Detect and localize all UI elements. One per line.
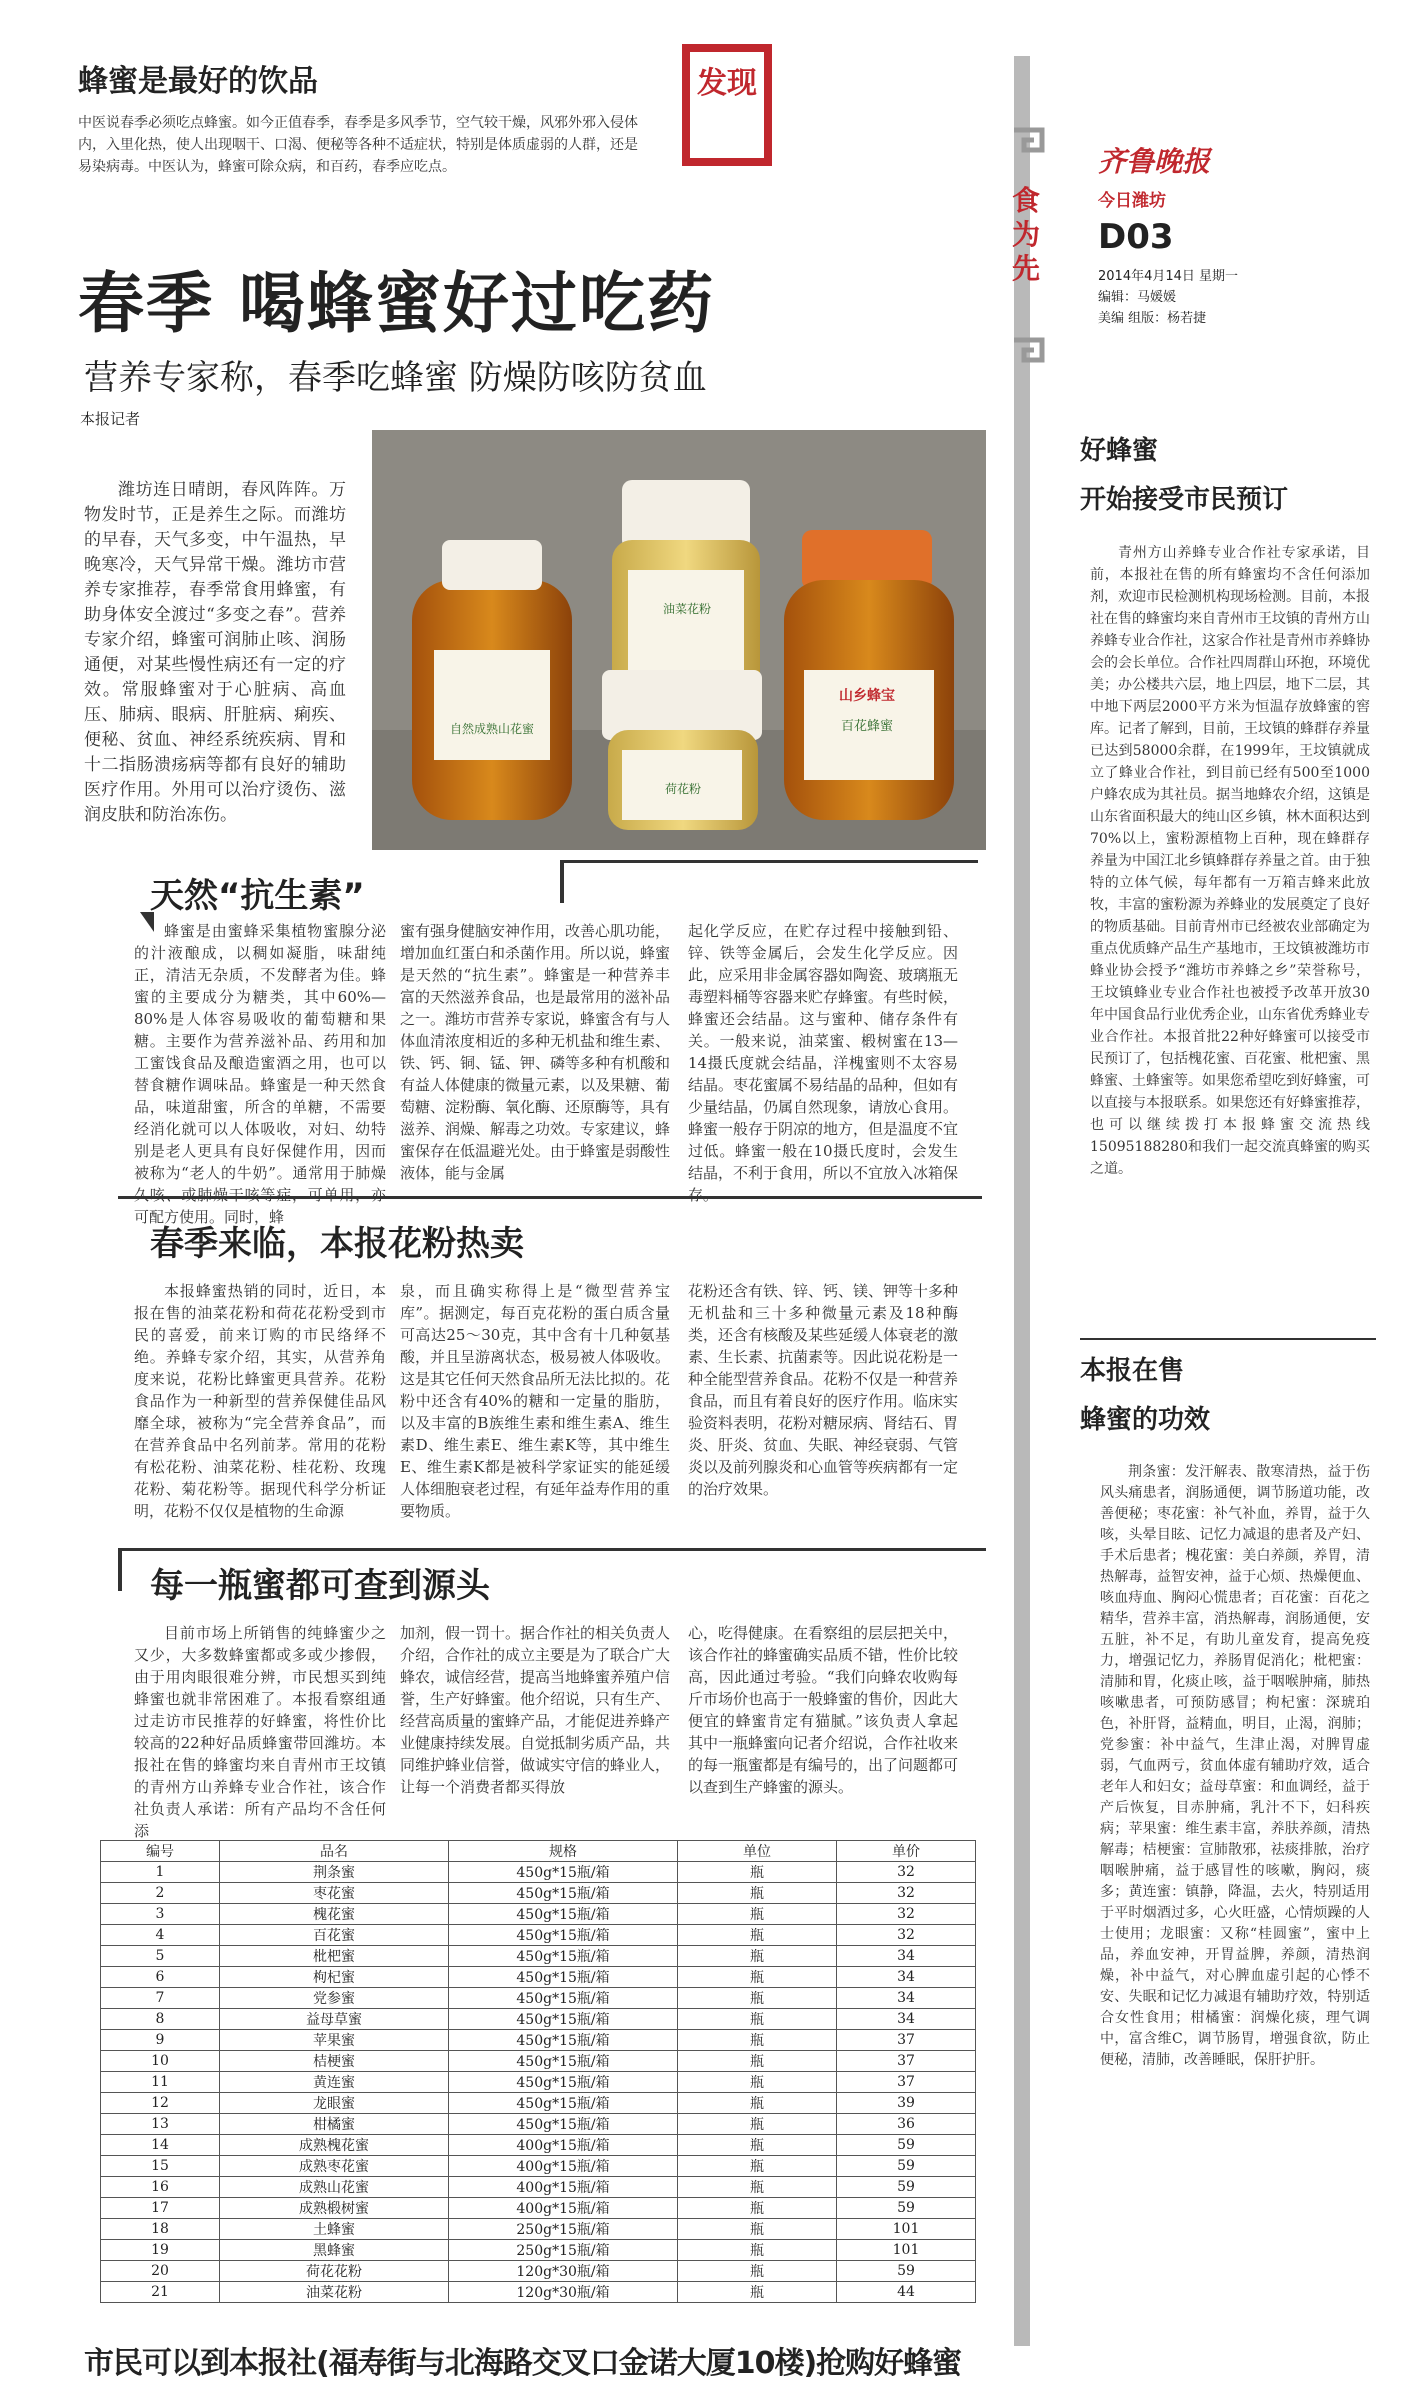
cell-price: 34	[837, 1946, 976, 1967]
discover-badge	[682, 44, 772, 166]
cell-price: 32	[837, 1925, 976, 1946]
col-header-id: 编号	[101, 1841, 220, 1862]
cell-spec: 450g*15瓶/箱	[449, 1925, 678, 1946]
cell-spec: 400g*15瓶/箱	[449, 2198, 678, 2219]
table-row	[101, 2219, 976, 2240]
cell-price: 101	[837, 2240, 976, 2261]
jar-label-center-top: 油菜花粉	[662, 602, 711, 616]
cell-name: 成熟椴树蜜	[220, 2198, 449, 2219]
table-row	[101, 2093, 976, 2114]
table-row	[101, 2051, 976, 2072]
section2-col3: 花粉还含有铁、锌、钙、镁、钾等十多种无机盐和三十多种微量元素及18种酶类，还含有核酸及某些延缓人体衰老的激素、生长素、抗菌素等。因此说花粉是一种全能型营养食品。花粉不仅是一种营养食品，而且有着良好的医疗作用。临床实验资料表明，花粉对糖尿病、肾结石、胃炎、肝炎、贫血、失眠、神经衰弱、气管炎以及前列腺炎和心血管等疾病都有一定的治疗效果。	[688, 1282, 959, 1498]
right-box1-title2: 开始接受市民预订	[1080, 485, 1289, 515]
section3-col1: 目前市场上所销售的纯蜂蜜少之又少，大多数蜂蜜都或多或少掺假，由于用肉眼很难分辨，市民想买到纯蜂蜜也就非常困难了。本报看察组通过走访市民推荐的好蜂蜜，将性价比较高的22种好品质蜂蜜带回潍坊。本报社在售的蜂蜜均来自青州市王坟镇的青州方山养蜂专业合作社，该合作社负责人承诺：所有产品均不含任何添	[134, 1624, 386, 1840]
cell-price: 59	[837, 2135, 976, 2156]
cell-unit: 瓶	[678, 2009, 837, 2030]
main-headline: 春季 喝蜂蜜好过吃药	[78, 265, 715, 342]
cell-price: 36	[837, 2114, 976, 2135]
section1-title: 天然“抗生素”	[150, 876, 365, 916]
table-row	[101, 2282, 976, 2303]
cell-spec: 450g*15瓶/箱	[449, 2093, 678, 2114]
cell-id: 14	[101, 2135, 220, 2156]
footer-banner: 市民可以到本报社(福寿街与北海路交叉口金诺大厦10楼)抢购好蜂蜜	[84, 2346, 962, 2381]
cell-price: 37	[837, 2030, 976, 2051]
right-divider	[1080, 1338, 1376, 1340]
top-brief-title: 蜂蜜是最好的饮品	[78, 64, 318, 99]
cell-name: 黄连蜜	[220, 2072, 449, 2093]
cell-unit: 瓶	[678, 2093, 837, 2114]
section3-col2: 加剂，假一罚十。据合作社的相关负责人介绍，合作社的成立主要是为了联合广大蜂农，诚信经营，提高当地蜂蜜养殖户信誉，生产好蜂蜜。他介绍说，只有生产、经营高质量的蜜蜂产品，才能促进养蜂产业健康持续发展。自觉抵制劣质产品，共同维护蜂业信誉，做诚实守信的蜂业人，让每一个消费者都买得放	[400, 1624, 671, 1796]
cell-spec: 450g*15瓶/箱	[449, 2114, 678, 2135]
cell-name: 益母草蜜	[220, 2009, 449, 2030]
table-row	[101, 2135, 976, 2156]
cell-name: 槐花蜜	[220, 1904, 449, 1925]
cell-unit: 瓶	[678, 1883, 837, 1904]
honey-photo	[372, 430, 986, 850]
grey-strip	[1014, 56, 1030, 2346]
cell-name: 党参蜜	[220, 1988, 449, 2009]
cell-id: 10	[101, 2051, 220, 2072]
cell-id: 7	[101, 1988, 220, 2009]
cell-spec: 450g*15瓶/箱	[449, 1988, 678, 2009]
cell-name: 龙眼蜜	[220, 2093, 449, 2114]
cell-name: 桔梗蜜	[220, 2051, 449, 2072]
cell-unit: 瓶	[678, 1925, 837, 1946]
cell-name: 柑橘蜜	[220, 2114, 449, 2135]
right-box1	[1080, 430, 1370, 1180]
col-header-price: 单价	[837, 1841, 976, 1862]
cell-id: 2	[101, 1883, 220, 1904]
page-number: D03	[1098, 217, 1174, 257]
cell-name: 枸杞蜜	[220, 1967, 449, 1988]
table-row	[101, 2177, 976, 2198]
cell-id: 20	[101, 2261, 220, 2282]
cell-price: 39	[837, 2093, 976, 2114]
cell-id: 9	[101, 2030, 220, 2051]
cell-price: 59	[837, 2198, 976, 2219]
cell-id: 21	[101, 2282, 220, 2303]
cell-price: 101	[837, 2219, 976, 2240]
cell-name: 荷花花粉	[220, 2261, 449, 2282]
section3-col3: 心，吃得健康。在看察组的层层把关中，该合作社的蜂蜜确实品质不错，性价比较高，因此通过考验。“我们向蜂农收购每斤市场价也高于一般蜂蜜的售价，因此大便宜的蜂蜜肯定有猫腻。”该负责人拿起其中一瓶蜂蜜向记者介绍说，合作社收来的每一瓶蜜都是有编号的，出了问题都可以查到生产蜂蜜的源头。	[688, 1624, 959, 1796]
section1-col3: 起化学反应，在贮存过程中接触到铅、锌、铁等金属后，会发生化学反应。因此，应采用非金属容器如陶瓷、玻璃瓶无毒塑料桶等容器来贮存蜂蜜。有些时候，蜂蜜还会结晶。这与蜜种、储存条件有关。一般来说，油菜蜜、椴树蜜在13—14摄氏度就会结晶，洋槐蜜则不太容易结晶。枣花蜜属不易结晶的品种，但如有少量结晶，仍属自然现象，请放心食用。蜂蜜一般存于阴凉的地方，但是温度不宜过低。蜂蜜一般在10摄氏度时，会发生结晶，不利于食用，所以不宜放入冰箱保存。	[688, 922, 959, 1204]
section2-col2: 泉，而且确实称得上是“微型营养宝库”。据测定，每百克花粉的蛋白质含量可高达25～30克，其中含有十几种氨基酸，并且呈游离状态，极易被人体吸收。这是其它任何天然食品所无法比拟的。花粉中还含有40%的糖和一定量的脂肪，以及丰富的B族维生素和维生素A、维生素D、维生素E、维生素K等，其中维生E、维生素K都是被科学家证实的能延缓人体细胞衰老过程，有延年益寿作用的重要物质。	[400, 1282, 671, 1520]
cell-price: 34	[837, 2009, 976, 2030]
cell-id: 17	[101, 2198, 220, 2219]
cell-unit: 瓶	[678, 1904, 837, 1925]
cell-unit: 瓶	[678, 2198, 837, 2219]
cell-unit: 瓶	[678, 2282, 837, 2303]
right-box2-title1: 本报在售	[1080, 1356, 1185, 1386]
cell-spec: 450g*15瓶/箱	[449, 1883, 678, 1904]
cell-id: 12	[101, 2093, 220, 2114]
cell-price: 32	[837, 1883, 976, 1904]
cell-name: 苹果蜜	[220, 2030, 449, 2051]
table-row	[101, 2198, 976, 2219]
section1-col2: 蜜有强身健脑安神作用，改善心肌功能，增加血红蛋白和杀菌作用。所以说，蜂蜜是天然的“抗生素”。蜂蜜是一种营养丰富的天然滋养食品，也是最常用的滋补品之一。潍坊市营养专家说，蜂蜜含有与人体血清浓度相近的多种无机盐和维生素、铁、钙、铜、锰、钾、磷等多种有机酸和有益人体健康的微量元素，以及果糖、葡萄糖、淀粉酶、氧化酶、还原酶等，具有滋养、润燥、解毒之功效。专家建议，蜂蜜保存在低温避光处。由于蜂蜜是弱酸性液体，能与金属	[400, 922, 671, 1182]
table-row	[101, 2261, 976, 2282]
cell-spec: 250g*15瓶/箱	[449, 2219, 678, 2240]
table-row	[101, 2156, 976, 2177]
sub-headline: 营养专家称，春季吃蜂蜜 防燥防咳防贫血	[84, 358, 707, 398]
jar-label-left: 自然成熟山花蜜	[449, 722, 534, 736]
col-header-unit: 单位	[678, 1841, 837, 1862]
cell-spec: 120g*30瓶/箱	[449, 2261, 678, 2282]
right-box2-title2: 蜂蜜的功效	[1080, 1405, 1211, 1435]
cell-spec: 250g*15瓶/箱	[449, 2240, 678, 2261]
cell-unit: 瓶	[678, 2219, 837, 2240]
newspaper-logo: 齐鲁晚报	[1098, 145, 1211, 178]
col-header-name: 品名	[220, 1841, 449, 1862]
cell-unit: 瓶	[678, 1967, 837, 1988]
table-row	[101, 1862, 976, 1883]
discover-badge-text: 发现	[697, 66, 757, 101]
jar-label-brand: 山乡蜂宝	[839, 688, 895, 704]
cell-name: 黑蜂蜜	[220, 2240, 449, 2261]
cell-unit: 瓶	[678, 2114, 837, 2135]
price-table-wrap	[100, 1840, 976, 2303]
cell-unit: 瓶	[678, 2072, 837, 2093]
cell-unit: 瓶	[678, 2030, 837, 2051]
cell-name: 成熟枣花蜜	[220, 2156, 449, 2177]
byline: 本报记者	[80, 410, 141, 428]
table-row	[101, 1988, 976, 2009]
cell-price: 32	[837, 1904, 976, 1925]
table-row	[101, 1904, 976, 1925]
cell-price: 37	[837, 2051, 976, 2072]
table-row	[101, 2030, 976, 2051]
cell-id: 3	[101, 1904, 220, 1925]
cell-price: 37	[837, 2072, 976, 2093]
section3-title: 每一瓶蜜都可查到源头	[150, 1566, 490, 1606]
cell-unit: 瓶	[678, 2261, 837, 2282]
jar-label-right: 百花蜂蜜	[840, 719, 893, 734]
cell-spec: 450g*15瓶/箱	[449, 1862, 678, 1883]
cell-name: 枇杷蜜	[220, 1946, 449, 1967]
col-header-spec: 规格	[449, 1841, 678, 1862]
cell-spec: 450g*15瓶/箱	[449, 1904, 678, 1925]
section-label: 食为先	[1012, 184, 1041, 285]
cell-price: 59	[837, 2177, 976, 2198]
jar-label-center: 荷花粉	[664, 782, 701, 796]
right-box1-body: 青州方山养蜂专业合作社专家承诺，目前，本报社在售的所有蜂蜜均不含任何添加剂，欢迎市民检测机构现场检测。目前，本报社在售的蜂蜜均来自青州市王坟镇的青州方山养蜂专业合作社，这家合作社是青州市养蜂协会的会长单位。合作社四周群山环抱，环境优美；办公楼共六层，地上四层，地下二层，其中地下两层2000平方米为恒温存放蜂蜜的窖库。记者了解到，目前，王坟镇的蜂群存养量已达到58000余群，在1999年，王坟镇就成立了蜂业合作社，到目前已经有500至1000户蜂农成为其社员。据当地蜂农介绍，这镇是山东省面积最大的纯山区乡镇，林木面积达到70%以上，蜜粉源植物上百种，现在蜂群存养量为中国江北乡镇蜂群存养量之首。由于独特的立体气候，每年都有一万箱吉蜂来此放牧，丰富的蜜粉源为养蜂业的发展奠定了良好的物质基础。目前青州市已经被农业部确定为重点优质蜂产品生产基地市，王坟镇被潍坊市蜂业协会授予“潍坊市养蜂之乡”荣誉称号，王坟镇蜂业专业合作社也被授予改革开放30年中国食品行业优秀企业，山东省优秀蜂业专业合作社。本报首批22种好蜂蜜可以接受市民预订了，包括槐花蜜、百花蜜、枇杷蜜、黑蜂蜜、土蜂蜜等。如果您希望吃到好蜂蜜，可以直接与本报联系。如果您还有好蜂蜜推荐，也可以继续拨打本报蜂蜜交流热线15095188280和我们一起交流真蜂蜜的购买之道。	[1090, 545, 1370, 1177]
table-row	[101, 2240, 976, 2261]
cell-id: 19	[101, 2240, 220, 2261]
cell-price: 34	[837, 1988, 976, 2009]
section1-col1: 蜂蜜是由蜜蜂采集植物蜜腺分泌的汁液酿成，以稠如凝脂，味甜纯正，清洁无杂质，不发酵者为佳。蜂蜜的主要成分为糖类，其中60%—80%是人体容易吸收的葡萄糖和果糖。主要作为营养滋补品、药用和加工蜜饯食品及酿造蜜酒之用，也可以替食糖作调味品。蜂蜜是一种天然食品，味道甜蜜，所含的单糖，不需要经消化就可以人体吸收，对妇、幼特别是老人更具有良好保健作用，因而被称为“老人的牛奶”。通常用于肺燥久咳、或肺燥干咳等症，可单用，亦可配方使用。同时，蜂	[134, 922, 386, 1226]
cell-spec: 450g*15瓶/箱	[449, 2072, 678, 2093]
table-row	[101, 2114, 976, 2135]
cell-spec: 450g*15瓶/箱	[449, 2051, 678, 2072]
cell-id: 18	[101, 2219, 220, 2240]
price-table	[100, 1840, 976, 2303]
top-brief-body: 中医说春季必须吃点蜂蜜。如今正值春季，春季是多风季节，空气较干燥，风邪外邪入侵体内，入里化热，使人出现咽干、口渴、便秘等各种不适症状，特别是体质虚弱的人群，还是易染病毒。中医认为，蜂蜜可除众病，和百药，春季应吃点。	[78, 115, 638, 175]
right-box1-title1: 好蜂蜜	[1080, 436, 1159, 466]
cell-spec: 400g*15瓶/箱	[449, 2156, 678, 2177]
cell-unit: 瓶	[678, 2240, 837, 2261]
cell-unit: 瓶	[678, 2156, 837, 2177]
cell-id: 13	[101, 2114, 220, 2135]
cell-spec: 450g*15瓶/箱	[449, 2030, 678, 2051]
table-row	[101, 2009, 976, 2030]
cell-id: 4	[101, 1925, 220, 1946]
cell-id: 16	[101, 2177, 220, 2198]
cell-price: 34	[837, 1967, 976, 1988]
lead-paragraph: 潍坊连日晴朗，春风阵阵。万物发时节，正是养生之际。而潍坊的早春，天气多变，中午温热，早晚寒冷，天气异常干燥。潍坊市营养专家推荐，春季常食用蜂蜜，有助身体安全渡过“多变之春”。营养专家介绍，蜂蜜可润肺止咳、润肠通便，对某些慢性病还有一定的疗效。常服蜂蜜对于心脏病、高血压、肺病、眼病、肝脏病、痢疾、便秘、贫血、神经系统疾病、胃和十二指肠溃疡病等都有良好的辅助医疗作用。外用可以治疗烫伤、滋润皮肤和防治冻伤。	[84, 480, 346, 825]
cell-name: 百花蜜	[220, 1925, 449, 1946]
cell-unit: 瓶	[678, 2051, 837, 2072]
cell-price: 59	[837, 2156, 976, 2177]
cell-unit: 瓶	[678, 2135, 837, 2156]
cell-spec: 450g*15瓶/箱	[449, 1946, 678, 1967]
price-table-header	[101, 1841, 976, 1862]
cell-id: 8	[101, 2009, 220, 2030]
edition-name: 今日潍坊	[1098, 191, 1166, 211]
table-row	[101, 1883, 976, 1904]
right-box2-body: 荆条蜜：发汗解表、散寒清热，益于伤风头痛患者，润肠通便，调节肠道功能，改善便秘；枣花蜜：补气补血，养胃，益于久咳，头晕目眩、记忆力减退的患者及产妇、手术后患者；槐花蜜：美白养颜，养胃，清热解毒，益智安神，益于心烦、热燥便血、咳血痔血、胸闷心慌患者；百花蜜：百花之精华，营养丰富，消热解毒，润肠通便，安五脏，补不足，有助儿童发育，提高免疫力，增强记忆力，养肠胃促消化；枇杷蜜：清肺和胃，化痰止咳，益于咽喉肿痛，肺热咳嗽患者，可预防感冒；枸杞蜜：深琥珀色，补肝肾，益精血，明目，止渴，润肺；党参蜜：补中益气，生津止渴，对脾胃虚弱，气血两亏，贫血体虚有辅助疗效，适合老年人和妇女；益母草蜜：和血调经，益于产后恢复，目赤肿痛，乳汁不下，妇科疾病；苹果蜜：维生素丰富，养肤养颜，清热解毒；桔梗蜜：宣肺散邪，祛痰排脓，治疗咽喉肿痛，益于感冒性的咳嗽，胸闷，痰多；黄连蜜：镇静，降温，去火，特别适用于平时烟酒过多，心火旺盛，心情烦躁的人士使用；龙眼蜜：又称“桂圆蜜”，蜜中上品，养血安神，开胃益脾，养颜，清热润燥，补中益气，对心脾血虚引起的心悸不安、失眠和记忆力减退有辅助疗效，特别适合女性食用；柑橘蜜：润燥化痰，理气调中，富含维C，调节肠胃，增强食欲，防止便秘，清肺，改善睡眠，保肝护肝。	[1100, 1464, 1370, 2068]
table-row	[101, 1925, 976, 1946]
designer-credit: 美编 组版：杨若捷	[1098, 311, 1207, 326]
section2-rule	[118, 1196, 982, 1199]
cell-spec: 120g*30瓶/箱	[449, 2282, 678, 2303]
cell-unit: 瓶	[678, 2177, 837, 2198]
cell-unit: 瓶	[678, 1988, 837, 2009]
cell-name: 土蜂蜜	[220, 2219, 449, 2240]
issue-date: 2014年4月14日 星期一	[1098, 269, 1239, 284]
cell-price: 59	[837, 2261, 976, 2282]
section1-rule	[560, 860, 978, 903]
right-box2	[1080, 1350, 1370, 2071]
section2-title: 春季来临，本报花粉热卖	[150, 1224, 524, 1264]
table-row	[101, 1967, 976, 1988]
cell-unit: 瓶	[678, 1946, 837, 1967]
cell-name: 成熟山花蜜	[220, 2177, 449, 2198]
table-row	[101, 2072, 976, 2093]
cell-name: 枣花蜜	[220, 1883, 449, 1904]
table-row	[101, 1946, 976, 1967]
cell-name: 油菜花粉	[220, 2282, 449, 2303]
top-brief	[78, 56, 638, 178]
cell-unit: 瓶	[678, 1862, 837, 1883]
cell-name: 荆条蜜	[220, 1862, 449, 1883]
section2-col1: 本报蜂蜜热销的同时，近日，本报在售的油菜花粉和荷花花粉受到市民的喜爱，前来订购的市民络绎不绝。养蜂专家介绍，其实，从营养角度来说，花粉比蜂蜜更具营养。花粉食品作为一种新型的营养保健佳品风靡全球，被称为“完全营养食品”，而在营养食品中名列前茅。常用的花粉有松花粉、油菜花粉、桂花粉、玫瑰花粉、菊花粉等。据现代科学分析证明，花粉不仅仅是植物的生命源	[134, 1282, 386, 1520]
cell-id: 6	[101, 1967, 220, 1988]
cell-name: 成熟槐花蜜	[220, 2135, 449, 2156]
cell-spec: 450g*15瓶/箱	[449, 2009, 678, 2030]
cell-id: 5	[101, 1946, 220, 1967]
cell-id: 15	[101, 2156, 220, 2177]
cell-spec: 400g*15瓶/箱	[449, 2177, 678, 2198]
cell-price: 44	[837, 2282, 976, 2303]
editor-credit: 编辑：马媛媛	[1098, 290, 1177, 305]
cell-spec: 450g*15瓶/箱	[449, 1967, 678, 1988]
cell-spec: 400g*15瓶/箱	[449, 2135, 678, 2156]
cell-price: 32	[837, 1862, 976, 1883]
cell-id: 1	[101, 1862, 220, 1883]
cell-id: 11	[101, 2072, 220, 2093]
masthead	[1098, 140, 1358, 326]
